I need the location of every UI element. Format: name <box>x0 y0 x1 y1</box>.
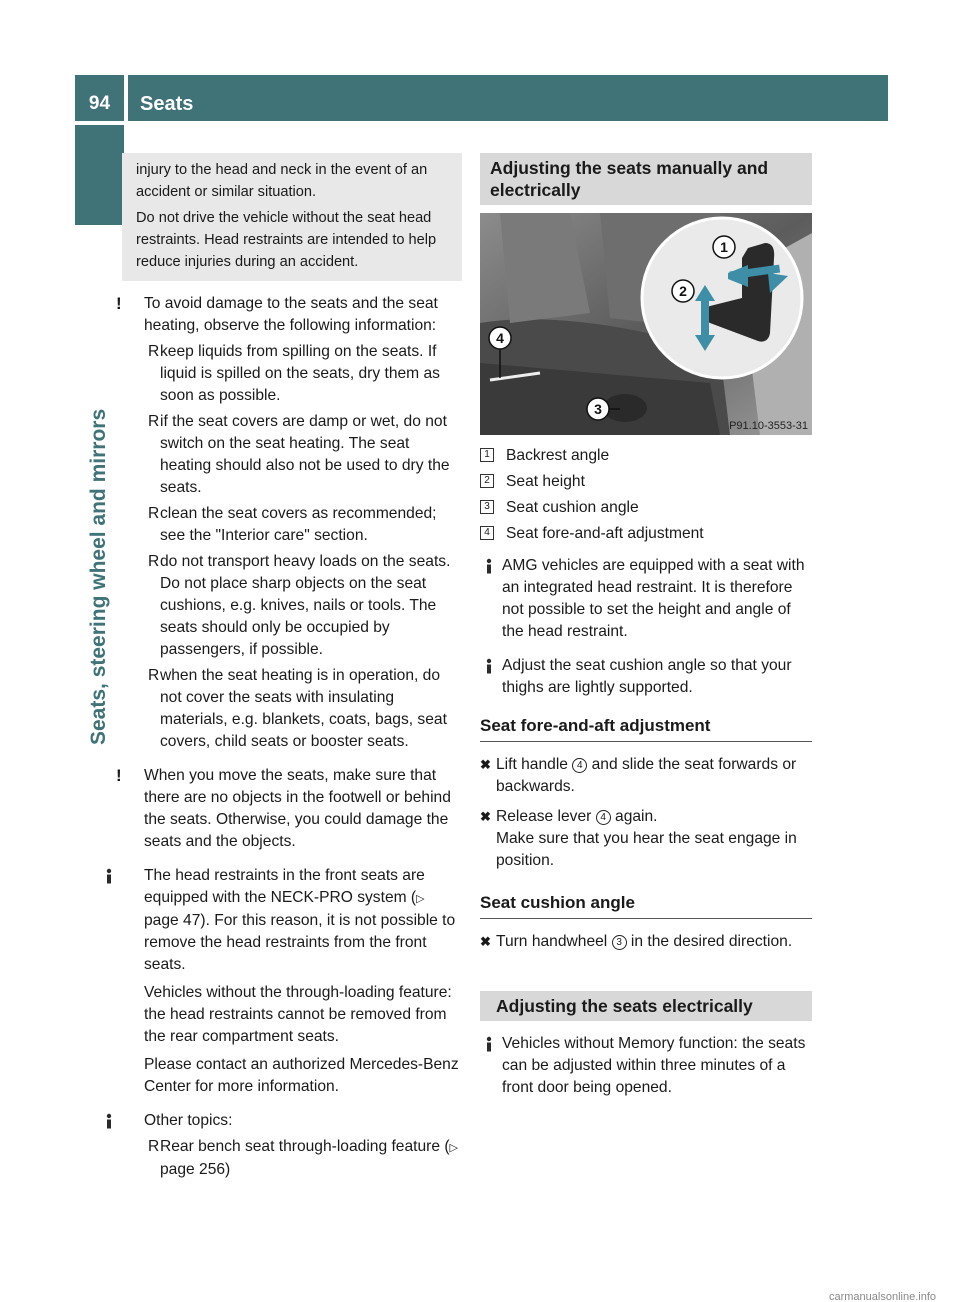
bullet-marker: R <box>148 553 160 570</box>
step-text: again. <box>610 808 658 825</box>
legend-number: 1 <box>480 448 494 462</box>
page-number: 94 <box>88 93 111 114</box>
callout-ref: 4 <box>596 810 611 825</box>
side-tab-marker <box>75 125 124 225</box>
seat-controls-figure <box>480 213 812 435</box>
info-icon <box>482 1036 496 1052</box>
page-reference-link[interactable]: page 256 <box>160 1161 226 1178</box>
legend-item <box>480 469 812 495</box>
figure-legend <box>480 443 812 547</box>
list-item <box>122 551 462 661</box>
info-icon <box>482 558 496 574</box>
list-item <box>122 665 462 753</box>
step-arrow-icon: ✖ <box>480 934 491 949</box>
list-item-text: do not transport heavy loads on the seats. Do not place sharp objects on the seat cushions, e.g. knives, nails or tools. The seats should only be occupied by passengers, if possible. <box>160 553 451 658</box>
list-item-text: if the seat covers are damp or wet, do not switch on the seat heating. The seat heating should also not be used to dry the seats. <box>160 413 450 496</box>
caution-text: When you move the seats, make sure that there are no objects in the footwell or behind the seats. Otherwise, you could damage the seats and the objects. <box>144 767 451 850</box>
warning-box <box>122 153 462 281</box>
callout-4: 4 <box>496 330 504 346</box>
list-item <box>122 503 462 547</box>
bullet-marker: R <box>148 1138 160 1155</box>
legend-label: Backrest angle <box>506 447 610 464</box>
header-bar <box>75 75 888 121</box>
seat-illustration <box>480 213 812 435</box>
step-arrow-icon: ✖ <box>480 809 491 824</box>
caution-note <box>116 293 462 337</box>
exclamation-icon: ! <box>116 766 122 785</box>
instruction-step <box>480 931 812 953</box>
info-text: AMG vehicles are equipped with a seat with an integrated head restraint. It is therefore not possible to set the height and angle of the head restraint. <box>502 557 805 640</box>
figure-code: P91.10-3553-31 <box>729 420 808 432</box>
list-item <box>122 341 462 407</box>
legend-number: 2 <box>480 474 494 488</box>
bullet-marker: R <box>148 505 160 522</box>
info-icon <box>482 658 496 674</box>
bullet-marker: R <box>148 413 160 430</box>
page-reference-link[interactable]: page 47 <box>144 912 201 929</box>
callout-3: 3 <box>594 401 602 417</box>
exclamation-icon: ! <box>116 294 122 313</box>
legend-number: 3 <box>480 500 494 514</box>
legend-item <box>480 521 812 547</box>
info-note <box>480 555 812 643</box>
callout-1: 1 <box>720 239 728 255</box>
right-column <box>480 153 812 1099</box>
warning-text: Do not drive the vehicle without the seat head restraints. Head restraints are intended to help reduce injuries during an accident. <box>136 210 437 270</box>
caution-text: To avoid damage to the seats and the seat heating, observe the following information: <box>144 295 438 334</box>
info-icon <box>102 868 116 884</box>
step-text: Make sure that you hear the seat engage in position. <box>496 830 797 869</box>
subsection-heading: Seat cushion angle <box>480 892 812 919</box>
list-item-text: when the seat heating is in operation, do not cover the seats with insulating materials, e.g. blankets, coats, bags, seat covers, child seats or booster seats. <box>160 667 447 750</box>
info-icon <box>102 1113 116 1129</box>
instruction-step <box>480 754 812 798</box>
info-text: The head restraints in the front seats are equipped with the NECK-PRO system ( <box>144 867 425 906</box>
left-column <box>116 153 462 1181</box>
step-text: and slide the seat forwards or backwards. <box>496 756 797 795</box>
info-note <box>122 1110 462 1132</box>
callout-ref: 4 <box>572 758 587 773</box>
callout-ref: 3 <box>612 935 627 950</box>
info-text: ). For this reason, it is not possible to remove the head restraints from the front seats. <box>144 912 456 973</box>
legend-item <box>480 495 812 521</box>
page-title: Seats <box>140 93 194 115</box>
warning-text: injury to the head and neck in the event of an accident or similar situation. <box>136 162 428 200</box>
legend-label: Seat cushion angle <box>506 499 639 516</box>
info-text: Adjust the seat cushion angle so that your thighs are lightly supported. <box>502 657 792 696</box>
info-note <box>122 865 462 976</box>
bullet-marker: R <box>148 667 160 684</box>
step-text: in the desired direction. <box>626 933 793 950</box>
list-item-text: keep liquids from spilling on the seats. If liquid is spilled on the seats, dry them as soon as possible. <box>160 343 440 404</box>
subsection-heading: Seat fore-and-aft adjustment <box>480 715 812 742</box>
info-note <box>480 655 812 699</box>
list-item <box>122 411 462 499</box>
step-arrow-icon: ✖ <box>480 757 491 772</box>
list-item-text: clean the seat covers as recommended; see the "Interior care" section. <box>160 505 437 544</box>
info-text: Vehicles without Memory function: the seats can be adjusted within three minutes of a front door being opened. <box>502 1035 806 1096</box>
info-note <box>480 1033 812 1099</box>
watermark: carmanualsonline.info <box>828 1291 936 1302</box>
caution-note <box>116 765 462 853</box>
page-ref-arrow-icon: ▷ <box>416 893 425 905</box>
step-text: Turn handwheel <box>496 933 612 950</box>
legend-number: 4 <box>480 526 494 540</box>
legend-label: Seat height <box>506 473 585 490</box>
instruction-step <box>480 806 812 872</box>
list-item-text: Rear bench seat through-loading feature ( <box>160 1138 450 1155</box>
step-text: Release lever <box>496 808 596 825</box>
side-tab-label: Seats, steering wheel and mirrors <box>87 408 110 745</box>
header-divider <box>124 75 128 121</box>
callout-2: 2 <box>679 283 687 299</box>
step-text: Lift handle <box>496 756 573 773</box>
info-paragraph: Vehicles without the through-loading feature: the head restraints cannot be removed from the rear compartment seats. <box>144 984 452 1045</box>
section-heading: Adjusting the seats manually and electrically <box>480 153 812 205</box>
list-item <box>122 1136 462 1181</box>
list-item-text: ) <box>225 1161 231 1178</box>
bullet-marker: R <box>148 343 160 360</box>
legend-item <box>480 443 812 469</box>
section-heading: Adjusting the seats electrically <box>480 991 812 1021</box>
info-text: Other topics: <box>144 1112 233 1129</box>
page-ref-arrow-icon: ▷ <box>449 1142 459 1154</box>
legend-label: Seat fore-and-aft adjustment <box>506 525 704 542</box>
info-paragraph: Please contact an authorized Mercedes-Benz Center for more information. <box>144 1056 459 1095</box>
